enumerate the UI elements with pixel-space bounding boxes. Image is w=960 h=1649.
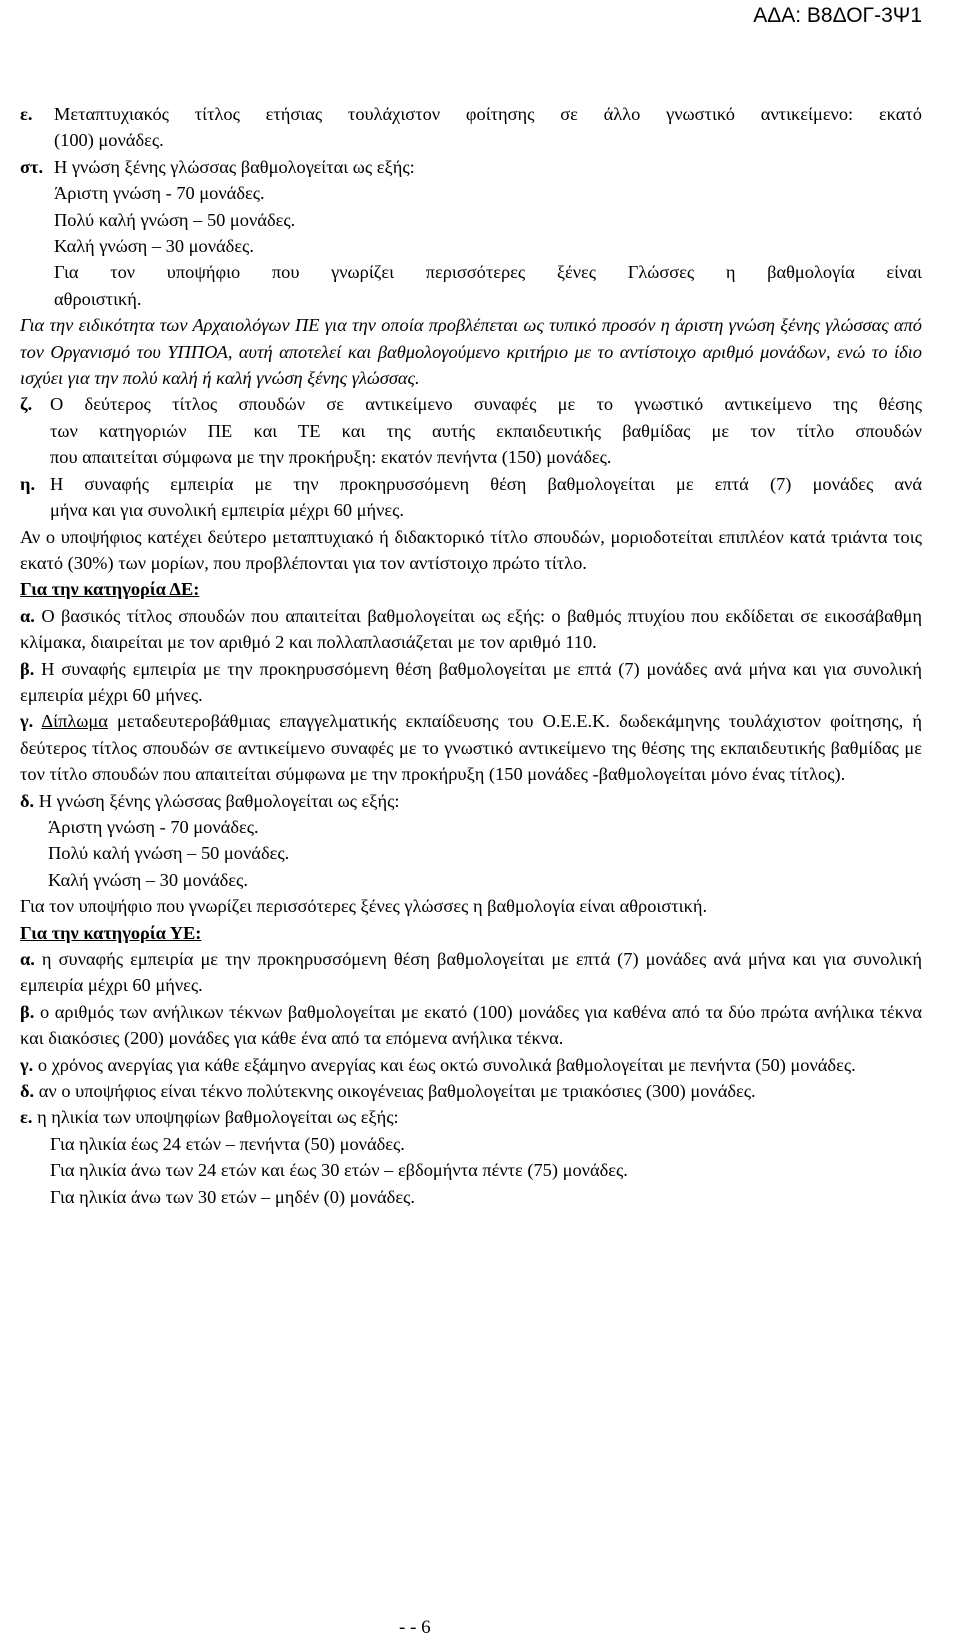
ye-item-d	[20, 1078, 922, 1104]
item-label: γ.	[20, 711, 34, 732]
item-text: Η συναφής εμπειρία με την προκηρυσσόμενη θέση βαθμολογείται με επτά (7) μονάδες ανά μήνα και για συνολική εμπειρία μέχρι 60 μήνες.	[20, 658, 922, 705]
item-text-line: (100) μονάδες.	[54, 130, 164, 151]
category-ye-heading: Για την κατηγορία ΥΕ:	[20, 922, 202, 943]
item-label: γ.	[20, 1054, 34, 1075]
ye-item-c	[20, 1052, 922, 1078]
item-z	[20, 391, 922, 470]
age-level: Για ηλικία άνω των 24 ετών και έως 30 ετών – εβδομήντα πέντε (75) μονάδες.	[50, 1160, 628, 1181]
language-level: Πολύ καλή γνώση – 50 μονάδες.	[54, 209, 296, 230]
ada-code: ΑΔΑ: Β8ΔΟΓ-3Ψ1	[753, 4, 922, 27]
item-label: η.	[20, 473, 36, 494]
de-item-c	[20, 708, 922, 787]
ye-item-e	[20, 1104, 922, 1130]
item-text-line: των κατηγοριών ΠΕ και ΤΕ και της αυτής εκπαιδευτικής βαθμίδας με τον τίτλο σπουδών	[50, 420, 922, 441]
item-label: α.	[20, 949, 35, 969]
age-level: Για ηλικία άνω των 30 ετών – μηδέν (0) μονάδες.	[50, 1186, 415, 1207]
item-text-line: Μεταπτυχιακός τίτλος ετήσιας τουλάχιστον φοίτησης σε άλλο γνωστικό αντικείμενο: εκατό	[54, 104, 922, 124]
language-level: Καλή γνώση – 30 μονάδες.	[48, 869, 248, 890]
summation-line: Για τον υποψήφιο που γνωρίζει περισσότερες ξένες γλώσσες η βαθμολογία είναι αθροιστική.	[20, 896, 708, 917]
ye-item-a	[20, 946, 922, 999]
language-level: Άριστη γνώση - 70 μονάδες.	[48, 816, 259, 837]
item-text: αν ο υποψήφιος είναι τέκνο πολύτεκνης οικογένειας βαθμολογείται με τριακόσιες (300) μονάδες.	[38, 1081, 756, 1102]
summation-line: αθροιστική.	[54, 288, 142, 309]
item-label: α.	[20, 605, 35, 626]
item-label: στ.	[20, 156, 44, 177]
item-text-line: που απαιτείται σύμφωνα με την προκήρυξη: εκατόν πενήντα (150) μονάδες.	[50, 447, 612, 468]
item-text: Η γνώση ξένης γλώσσας βαθμολογείται ως εξής:	[38, 790, 400, 811]
de-item-a	[20, 603, 922, 656]
item-label: δ.	[20, 790, 35, 811]
item-text-line: Ο δεύτερος τίτλος σπουδών σε αντικείμενο συναφές με το γνωστικό αντικείμενο της θέσης	[50, 394, 922, 415]
item-text: ο χρόνος ανεργίας για κάθε εξάμηνο ανεργίας και έως οκτώ συνολικά βαθμολογείται με πενήντα (50) μονάδες.	[37, 1054, 856, 1075]
item-text: η ηλικία των υποψηφίων βαθμολογείται ως εξής:	[37, 1107, 399, 1128]
ye-item-b	[20, 999, 922, 1052]
de-item-b	[20, 656, 922, 709]
language-level: Πολύ καλή γνώση – 50 μονάδες.	[48, 843, 290, 864]
item-st	[20, 154, 922, 312]
item-text: η συναφής εμπειρία με την προκηρυσσόμενη θέση βαθμολογείται με επτά (7) μονάδες ανά μήνα και για συνολική εμπειρία μέχρι 60 μήνες.	[20, 949, 922, 996]
archaeologists-note: Για την ειδικότητα των Αρχαιολόγων ΠΕ για την οποία προβλέπεται ως τυπικό προσόν η άριστη γνώση ξένης γλώσσας από τον Οργανισμό του ΥΠΠΟΑ, αυτή αποτελεί και βαθμολογούμενο κριτήριο με το αντίστοιχο αριθμό μονάδων, ενώ το ίδιο ισχύει για την πολύ καλή ή καλή γνώση ξένης γλώσσας.	[20, 315, 922, 389]
page-number: - - 6	[399, 1617, 431, 1638]
item-text-line: Η συναφής εμπειρία με την προκηρυσσόμενη θέση βαθμολογείται με επτά (7) μονάδες ανά	[50, 473, 922, 494]
age-level: Για ηλικία έως 24 ετών – πενήντα (50) μονάδες.	[50, 1133, 405, 1154]
document-body	[20, 101, 922, 1210]
item-label: ε.	[20, 1107, 33, 1128]
item-label: δ.	[20, 1081, 35, 1102]
second-title-note: Αν ο υποψήφιος κατέχει δεύτερο μεταπτυχιακό ή διδακτορικό τίτλο σπουδών, μοριοδοτείται επιπλέον κατά τριάντα τοις εκατό (30%) των μορίων, που προβλέπονται για τον αντίστοιχο πρώτο τίτλο.	[20, 526, 922, 573]
de-item-d	[20, 788, 922, 814]
item-e	[20, 101, 922, 154]
item-text: ο αριθμός των ανήλικων τέκνων βαθμολογείται με εκατό (100) μονάδες για καθένα από τα δύο πρώτα ανήλικα τέκνα και διακόσιες (200) μονάδες για κάθε ένα από τα επόμενα ανήλικα τέκνα.	[20, 1001, 922, 1049]
item-text: Ο βασικός τίτλος σπουδών που απαιτείται βαθμολογείται ως εξής: ο βαθμός πτυχίου που εκδίδεται σε εικοσάβαθμη κλίμακα, διαιρείται με τον αριθμό 2 και πολλαπλασιάζεται με τον αριθμό 110.	[20, 605, 922, 653]
language-level: Άριστη γνώση - 70 μονάδες.	[54, 183, 265, 204]
item-intro: Η γνώση ξένης γλώσσας βαθμολογείται ως εξής:	[54, 156, 415, 177]
summation-line: Για τον υποψήφιο που γνωρίζει περισσότερες ξένες Γλώσσες η βαθμολογία είναι	[54, 262, 922, 283]
item-label: ζ.	[20, 394, 33, 415]
item-label: β.	[20, 658, 35, 679]
item-label: ε.	[20, 104, 33, 124]
item-text-line: μήνα και για συνολική εμπειρία μέχρι 60 μήνες.	[50, 500, 405, 521]
diploma-word: Δίπλωμα	[41, 711, 108, 732]
item-label: β.	[20, 1001, 35, 1022]
item-h	[20, 471, 922, 524]
language-level: Καλή γνώση – 30 μονάδες.	[54, 236, 254, 257]
category-de-heading: Για την κατηγορία ΔΕ:	[20, 579, 200, 600]
item-text: μεταδευτεροβάθμιας επαγγελματικής εκπαίδευσης του Ο.Ε.Ε.Κ. δωδεκάμηνης τουλάχιστον φοίτησης, ή δεύτερος τίτλος σπουδών σε αντικείμενο συναφές με το γνωστικό αντικείμενο της θέσης της εκπαιδευτικής βαθμίδας με τον τίτλο σπουδών που απαιτείται σύμφωνα με την προκήρυξη (150 μονάδες -βαθμολογείται μόνο ένας τίτλος).	[20, 711, 922, 785]
